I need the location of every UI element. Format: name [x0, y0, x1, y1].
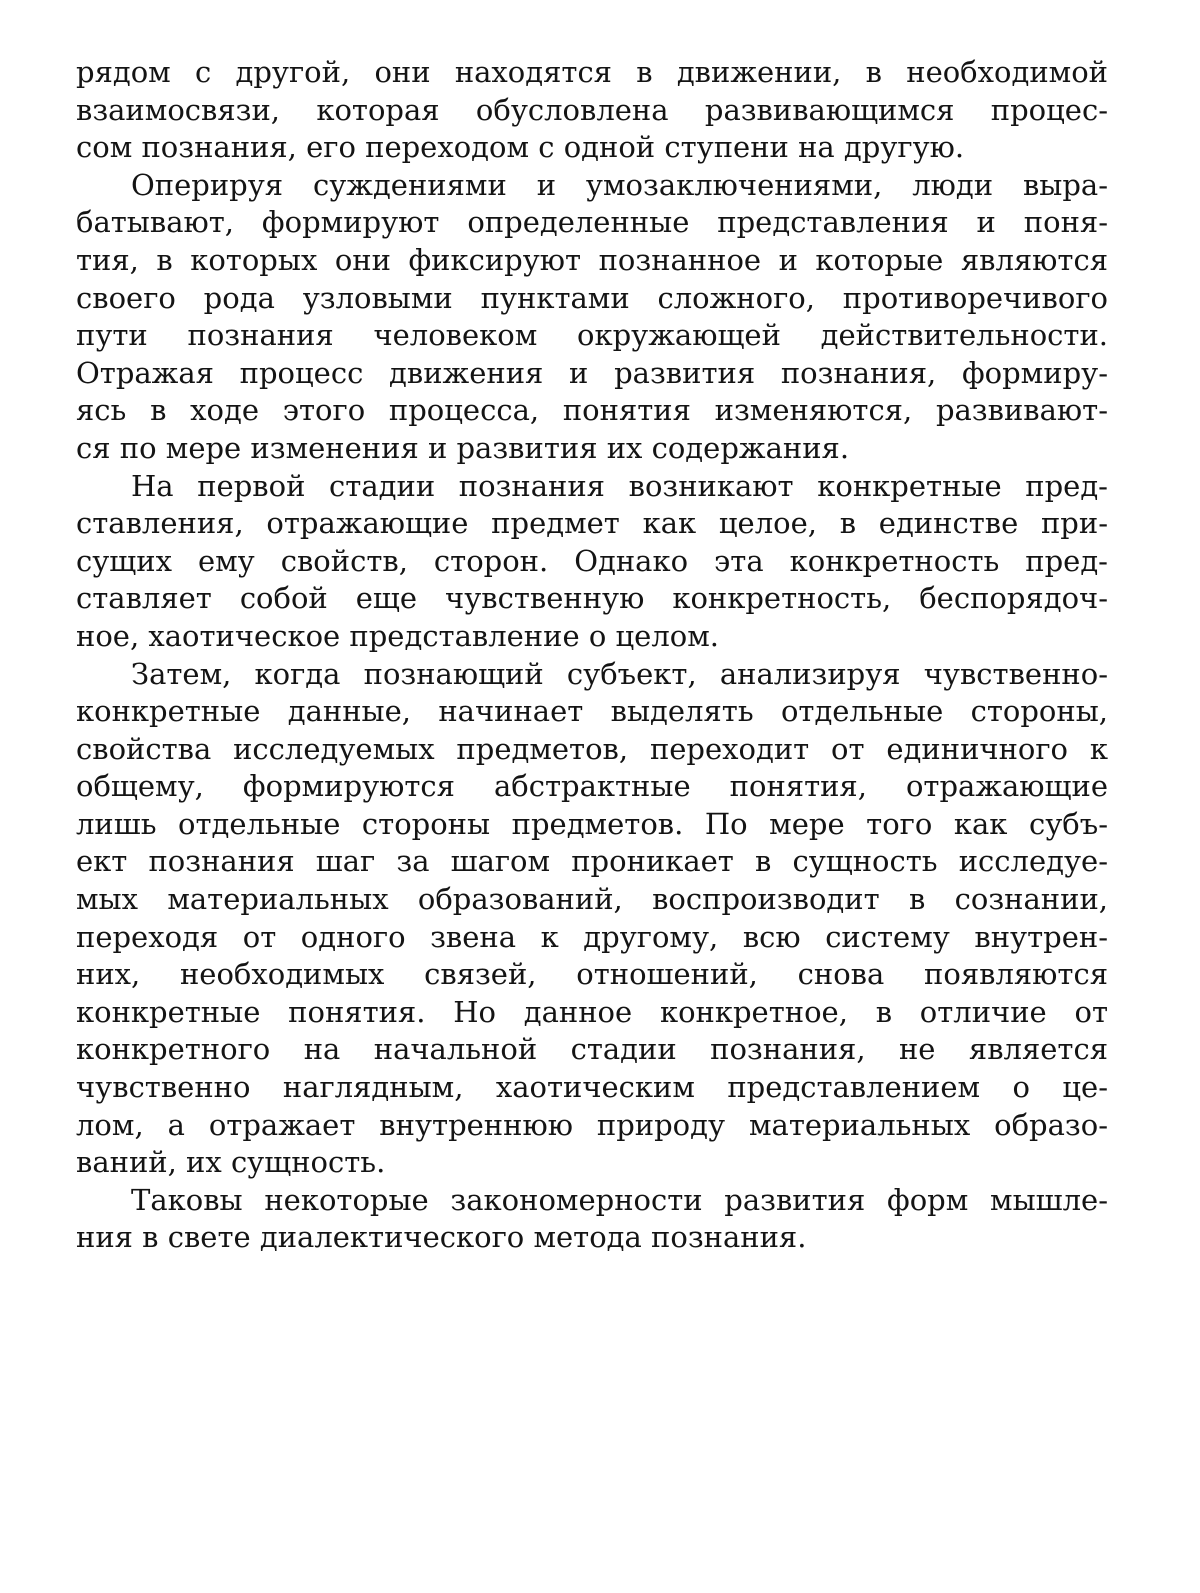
- text-line: ект познания шаг за шагом проникает в сущность исследуе-: [76, 844, 1108, 879]
- paragraph: [76, 167, 1108, 468]
- text-line: мых материальных образований, воспроизводит в сознании,: [76, 882, 1108, 917]
- text-line: ставляет собой еще чувственную конкретность, беспорядоч-: [76, 581, 1108, 616]
- text-line: свойства исследуемых предметов, переходит от единичного к: [76, 731, 1108, 766]
- text-line: конкретные понятия. Но данное конкретное, в отличие от: [76, 994, 1108, 1029]
- page-text: [76, 54, 1108, 1257]
- text-line: На первой стадии познания возникают конкретные пред-: [131, 468, 1108, 503]
- text-line: взаимосвязи, которая обусловлена развивающимся процес-: [76, 92, 1108, 127]
- text-line: ваний, их сущность.: [76, 1145, 386, 1180]
- text-line: чувственно наглядным, хаотическим представлением о це-: [76, 1070, 1108, 1105]
- text-line: конкретные данные, начинает выделять отдельные стороны,: [76, 694, 1108, 729]
- paragraph: [76, 1182, 1108, 1257]
- text-line: пути познания человеком окружающей действительности.: [76, 318, 1108, 353]
- text-line: своего рода узловыми пунктами сложного, противоречивого: [76, 280, 1108, 315]
- paragraph: [76, 54, 1108, 167]
- text-line: тия, в которых они фиксируют познанное и которые являются: [76, 242, 1108, 277]
- text-line: ясь в ходе этого процесса, понятия изменяются, развивают-: [76, 393, 1108, 428]
- text-line: Затем, когда познающий субъект, анализируя чувственно-: [131, 656, 1108, 691]
- paragraph: [76, 656, 1108, 1182]
- text-line: общему, формируются абстрактные понятия, отражающие: [76, 769, 1108, 804]
- text-line: рядом с другой, они находятся в движении, в необходимой: [76, 55, 1108, 89]
- text-line: них, необходимых связей, отношений, снова появляются: [76, 957, 1108, 992]
- text-line: Отражая процесс движения и развития познания, формиру-: [76, 355, 1108, 390]
- text-line: лом, а отражает внутреннюю природу материальных образо-: [76, 1107, 1108, 1142]
- text-line: батывают, формируют определенные представления и поня-: [76, 205, 1108, 240]
- text-line: Таковы некоторые закономерности развития форм мышле-: [131, 1182, 1108, 1217]
- text-line: конкретного на начальной стадии познания, не является: [76, 1032, 1108, 1067]
- text-line: сом познания, его переходом с одной ступени на другую.: [76, 130, 965, 165]
- paragraph: [76, 468, 1108, 656]
- text-line: ставления, отражающие предмет как целое, в единстве при-: [76, 506, 1108, 541]
- text-line: ся по мере изменения и развития их содержания.: [76, 430, 850, 465]
- text-line: Оперируя суждениями и умозаключениями, люди выра-: [131, 167, 1108, 202]
- text-line: лишь отдельные стороны предметов. По мере того как субъ-: [76, 806, 1108, 841]
- text-line: ное, хаотическое представление о целом.: [76, 618, 719, 653]
- text-line: переходя от одного звена к другому, всю систему внутрен-: [76, 919, 1108, 954]
- text-line: сущих ему свойств, сторон. Однако эта конкретность пред-: [76, 543, 1108, 578]
- text-line: ния в свете диалектического метода познания.: [76, 1220, 807, 1255]
